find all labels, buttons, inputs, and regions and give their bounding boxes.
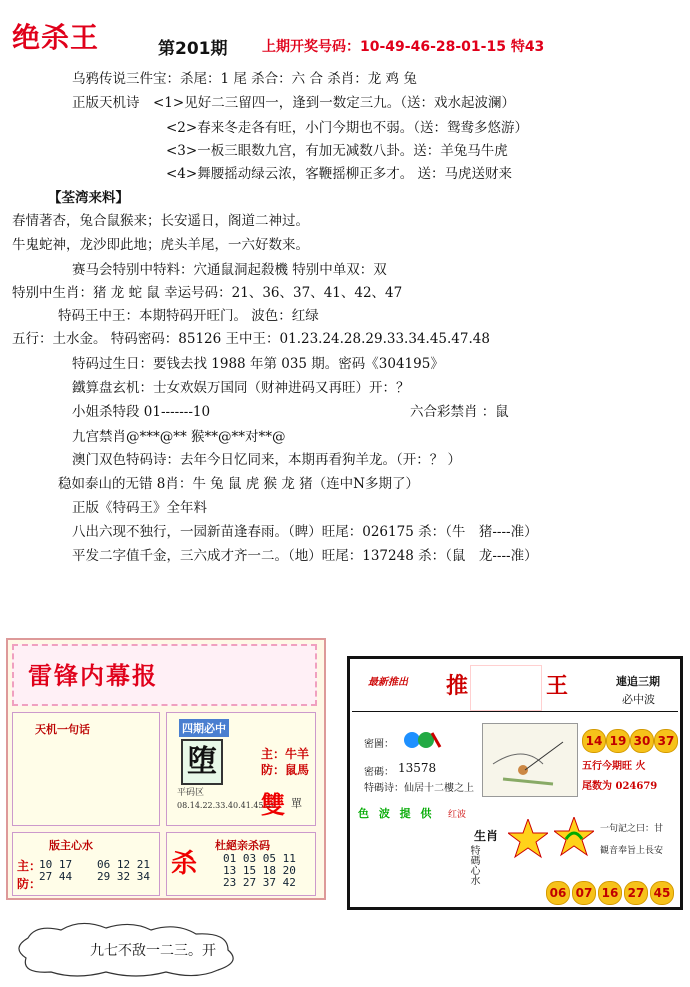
ball-top: 19 (606, 729, 630, 753)
double-mark: 雙 (261, 790, 285, 819)
ball-bottom: 06 (546, 881, 570, 905)
text-line: 鐵算盘玄机：士女欢娱万国同（财神进码又再旺）开：？ (72, 380, 410, 396)
divider (352, 711, 678, 712)
cloud-text: 九七不敌一二三。开 (90, 943, 216, 959)
panel-title: 杜絕亲杀码 (215, 839, 270, 852)
slogan: 観音奉旨上長安 (600, 846, 664, 856)
snake-icon (554, 817, 594, 857)
kill-mark: 杀 (171, 849, 198, 879)
text-line: 六合彩禁肖 ：鼠 (410, 404, 509, 420)
text-line: 正版《特码王》全年料 (72, 500, 207, 516)
heart-label: 特碼心水 (468, 845, 479, 885)
text-line: 稳如泰山的无错 8肖：牛 兔 鼠 虎 猴 龙 猪（连中N多期了） (58, 476, 419, 492)
ball-top: 37 (654, 729, 678, 753)
panel-title: 版主心水 (49, 839, 93, 852)
ball-top: 30 (630, 729, 654, 753)
special-poem: 特碼诗：仙居十二樓之上 (364, 783, 474, 794)
ball-bottom: 16 (598, 881, 622, 905)
issue-number: 第201期 (158, 39, 228, 59)
text-line: 正版天机诗 <1>见好二三留四一，逢到一数定三九。（送：戏水起波澜） (72, 95, 515, 111)
panel-title: 四期必中 (179, 719, 229, 737)
color-wave-label: 色 波 提 供 (358, 807, 435, 820)
defense-zodiac: 防：鼠馬 (261, 763, 310, 777)
wuxing-label: 五行今期旺 火 (582, 761, 646, 772)
text-line: 乌鸦传说三件宝：杀尾：1 尾 杀合：六 合 杀肖：龙 鸡 兔 (72, 71, 417, 87)
poster-title: 雷锋内幕报 (28, 662, 158, 690)
illustration-fisherman (482, 723, 578, 797)
tail-label: 尾数为 024679 (582, 781, 658, 792)
ball-bottom: 27 (624, 881, 648, 905)
single-mark: 單 (291, 797, 302, 810)
title-image (470, 665, 542, 711)
password-code-label: 密碼： (364, 767, 394, 778)
big-character: 堕 (181, 739, 223, 785)
panel-oracle (12, 712, 160, 826)
section-heading: 【荃湾来料】 (48, 190, 129, 206)
ball-top: 14 (582, 729, 606, 753)
ball-bottom: 07 (572, 881, 596, 905)
star-burst-icon (508, 819, 548, 859)
title-left-char: 推 (446, 673, 469, 699)
poster-tuiwang (347, 656, 683, 910)
brand-title: 绝杀王 (12, 21, 100, 54)
text-line: 小姐杀特段 01-------10 (72, 404, 211, 420)
main-zodiac: 主：牛羊 (261, 747, 310, 761)
ball-bottom: 45 (650, 881, 674, 905)
text-line: 赛马会特别中特料：穴通鼠洞起殺機 特别中单双：双 (72, 262, 387, 278)
panel-kill-numbers (166, 832, 316, 896)
text-line: <3>一板三眼数九宫，有加无减数八卦。送：羊兔马牛虎 (166, 143, 508, 159)
kill-numbers: 01 03 05 11 13 15 18 20 23 27 37 42 (223, 852, 296, 889)
text-line: <4>舞腰摇动绿云浓，客鞭摇柳正多才。 送：马虎送财来 (166, 166, 513, 182)
text-line: 特别中生肖：猪 龙 蛇 鼠 幸运号码：21、36、37、41、42、47 (12, 285, 403, 301)
poster-leifeng (6, 638, 326, 900)
red-wave-label: 红波 (448, 810, 467, 820)
poster-header (12, 644, 317, 706)
main-prefix: 主： (17, 859, 42, 873)
streak-label: 連追三期 (616, 675, 660, 688)
text-line: 特码过生日：要钱去找 1988 年第 035 期。密码《304195》 (72, 356, 444, 372)
panel-title: 天机一句话 (35, 723, 90, 736)
text-line: 牛鬼蛇神，龙沙即此地；虎头羊尾，一六好数来。 (12, 237, 309, 253)
text-line: 八出六现不独行，一园新苗逢春雨。（睥）旺尾：026175 杀：（牛 猪----准） (72, 524, 538, 540)
password-label: 密圖： (364, 739, 394, 750)
text-line: 平发二字值千金，三六成才齐一二。（地）旺尾：137248 杀：（鼠 龙----准） (72, 548, 538, 564)
new-tag: 最新推出 (368, 677, 408, 688)
must-win-label: 必中波 (622, 693, 655, 706)
defense-numbers: 06 12 21 29 32 34 (97, 858, 150, 883)
flat-numbers: 08.14.22.33.40.41.45.46 (177, 801, 277, 810)
panel-four-issues (166, 712, 316, 826)
text-line: 澳门双色特码诗：去年今日忆同来，本期再看狗羊龙。（开：？ ） (72, 452, 462, 468)
last-draw-numbers: 上期开奖号码：10-49-46-28-01-15 特43 (262, 39, 545, 55)
flat-zone-label: 平码区 (177, 788, 205, 798)
panel-editor-pick (12, 832, 160, 896)
main-numbers: 10 17 27 44 (39, 858, 73, 883)
text-line: 五行：土水金。 特码密码：85126 王中王：01.23.24.28.29.33.34.45.47.48 (12, 331, 490, 347)
text-line: 特码王中王：本期特码开旺门。 波色：红绿 (58, 308, 319, 324)
title-right-char: 王 (546, 673, 569, 699)
text-line: <2>春来冬走各有旺，小门今期也不弱。（送：鸳鸯多悠游） (166, 120, 528, 136)
text-line: 春情著杏，兔合鼠猴来；长安遥日，阁道二神过。 (12, 213, 309, 229)
poem-line: 一句記之曰：甘 (600, 824, 664, 834)
zodiac-label: 生肖 (474, 829, 499, 843)
defense-prefix: 防： (17, 877, 42, 891)
text-line: 九宫禁肖@***@** 猴**@**对**@ (72, 429, 286, 445)
password-icon (402, 729, 442, 751)
password-code: 13578 (398, 761, 437, 775)
